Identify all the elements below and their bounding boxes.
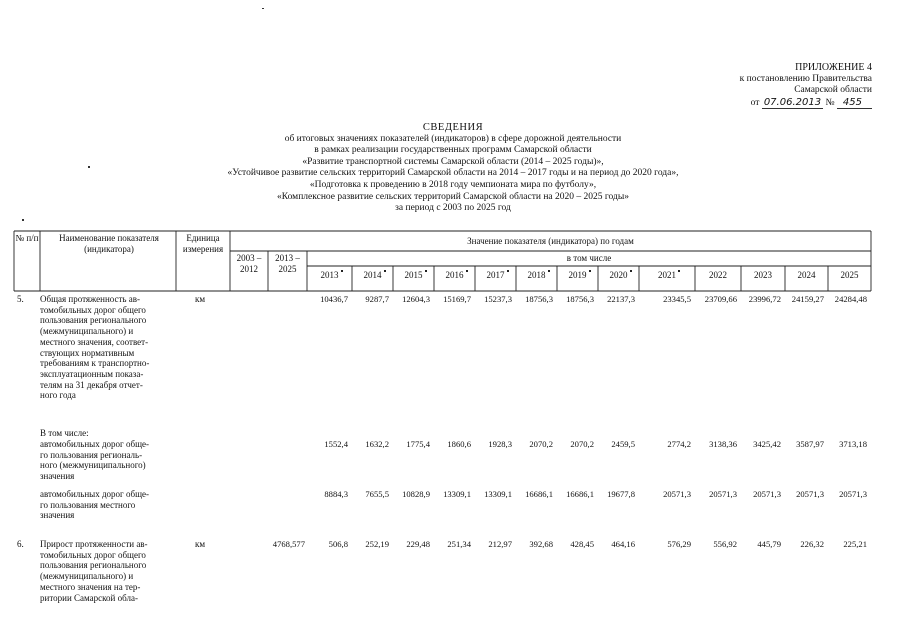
row5-value-2021: 23345,5 (663, 294, 691, 304)
row5-sub2-value-2020: 19677,8 (607, 489, 635, 499)
row5-sub2-value-2023: 20571,3 (753, 489, 781, 499)
row6-value-2024: 226,32 (800, 539, 824, 549)
year-header-2025: 2025 (840, 270, 859, 280)
text-line: Прирост протяженности ав- (40, 539, 148, 549)
row5-sub2-value-2016: 13309,1 (443, 489, 471, 499)
heading-title: СВЕДЕНИЯ (422, 122, 484, 133)
row6-value-2025: 225,21 (843, 539, 867, 549)
heading-line: «Развитие транспортной системы Самарской области (2014 – 2025 годы)», (302, 156, 604, 167)
row5-sub2-value-2014: 7655,5 (365, 489, 389, 499)
year-header-2016: 2016 (445, 270, 464, 280)
row5-value-2019: 18756,3 (566, 294, 594, 304)
row6-value-2013: 506,8 (328, 539, 348, 549)
row6-value-2014: 252,19 (365, 539, 389, 549)
row5-sub1-value-2014: 1632,2 (365, 439, 389, 449)
heading-line: «Подготовка к проведению в 2018 году чемпионата мира по футболу», (309, 179, 597, 190)
row6-total-2013-2025: 4768,577 (272, 539, 305, 549)
col-header-range-2003-2012: 2003 – 2012 (236, 253, 262, 274)
row6-value-2023: 445,79 (757, 539, 781, 549)
text-line: эксплуатационным показа- (40, 368, 144, 379)
row5-sub2-value-2013: 8884,3 (324, 489, 348, 499)
row5-sub2-value-2018: 16686,1 (525, 489, 553, 499)
heading-line: «Устойчивое развитие сельских территорий Самарской области на 2014 – 2017 годы и на период до 2020 года», (227, 168, 679, 179)
footnote-mark (589, 270, 591, 272)
row5-value-2024: 24159,27 (791, 294, 824, 304)
footnote-mark (466, 270, 468, 272)
col-header-name: Наименование показателя (индикатора) (59, 233, 159, 254)
row5-sub2-value-2019: 16686,1 (566, 489, 594, 499)
row5-sub1-value-2022: 3138,36 (709, 439, 737, 449)
heading-line: об итоговых значениях показателей (индикаторов) в сфере дорожной деятельности (284, 133, 622, 144)
row5-sub2-value-2017: 13309,1 (484, 489, 512, 499)
row5-sub1-value-2025: 3713,18 (839, 439, 867, 449)
footnote-mark (630, 270, 632, 272)
appendix-line2: Самарской области (794, 85, 872, 95)
footnote-mark (425, 270, 427, 272)
row6-indicator-name (40, 539, 175, 603)
col-header-unit: Единица измерения (182, 233, 224, 254)
row6-value-2022: 556,92 (713, 539, 737, 549)
year-header-2024: 2024 (797, 270, 816, 280)
col-header-range-2013-2025: 2013 – 2025 (275, 253, 300, 274)
number-prefix: № (825, 97, 835, 108)
row6-value-2021: 576,29 (667, 539, 691, 549)
text-line: значения (40, 471, 75, 482)
row6-value-2017: 212,97 (488, 539, 512, 549)
text-line: пользования регионального (40, 560, 147, 571)
text-line: томобильных дорог общего (40, 304, 146, 315)
row5-indicator-name (40, 294, 175, 401)
year-header-2019: 2019 (568, 270, 587, 280)
text-line: автомобильных дорог обще- (40, 489, 149, 499)
row5-value-2014: 9287,7 (365, 294, 389, 304)
text-line: го пользования местного (40, 499, 136, 510)
text-line: Общая протяженность ав- (40, 294, 141, 304)
text-line: томобильных дорог общего (40, 549, 146, 560)
heading-line: «Комплексное развитие сельских территорий Самарской области на 2020 – 2025 годы» (277, 191, 629, 202)
row6-unit: км (195, 539, 206, 549)
row5-incl-label: В том числе: (40, 428, 89, 438)
text-line: (межмуниципального) и (40, 571, 134, 582)
row6-value-2018: 392,68 (529, 539, 553, 549)
row6-value-2016: 251,34 (447, 539, 471, 549)
text-line: ного (межмуниципального) (40, 460, 146, 471)
row5-sub1-name (40, 439, 175, 482)
date-value: 07.06.2013 (763, 96, 822, 108)
year-header-2013: 2013 (320, 270, 339, 280)
text-line: ного года (40, 390, 76, 401)
row5-sub1-value-2016: 1860,6 (447, 439, 471, 449)
footnote-mark (341, 270, 343, 272)
number-value: 455 (837, 97, 872, 109)
row5-value-2013: 10436,7 (320, 294, 348, 304)
row5-sub1-value-2021: 2774,2 (667, 439, 691, 449)
row6-value-2020: 464,16 (611, 539, 635, 549)
row5-sub1-value-2017: 1928,3 (488, 439, 512, 449)
row5-value-2020: 22137,3 (607, 294, 635, 304)
year-header-2015: 2015 (404, 270, 423, 280)
text-line: ритории Самарской обла- (40, 592, 138, 603)
footnote-mark (507, 270, 509, 272)
text-line: местного значения на тер- (40, 581, 141, 592)
text-line: местного значения, соответ- (40, 336, 149, 347)
footnote-mark (384, 270, 386, 272)
text-line: го пользования региональ- (40, 449, 143, 460)
row5-sub1-value-2024: 3587,97 (796, 439, 824, 449)
text-line: пользования регионального (40, 315, 147, 326)
year-header-2018: 2018 (527, 270, 546, 280)
row5-sub1-value-2019: 2070,2 (570, 439, 594, 449)
text-line: требованиям к транспортно- (40, 358, 150, 369)
text-line: ствующих нормативным (40, 347, 135, 358)
row5-value-2017: 15237,3 (484, 294, 512, 304)
row5-value-2015: 12604,3 (402, 294, 430, 304)
row5-sub1-value-2023: 3425,42 (753, 439, 781, 449)
row5-sub2-name (40, 489, 175, 521)
col-header-values: Значение показателя (индикатора) по годам (467, 236, 634, 246)
text-line: телям на 31 декабря отчет- (40, 379, 143, 390)
row5-sub1-value-2015: 1775,4 (406, 439, 430, 449)
row5-sub1-value-2020: 2459,5 (611, 439, 635, 449)
heading-line: за период с 2003 по 2025 год (395, 203, 511, 214)
row5-value-2018: 18756,3 (525, 294, 553, 304)
footnote-mark (548, 270, 550, 272)
row5-unit: км (195, 294, 206, 304)
col-header-incl: в том числе (566, 253, 612, 263)
appendix-line1: к постановлению Правительства (739, 73, 872, 84)
row5-value-2025: 24284,48 (834, 294, 867, 304)
col-header-no: № п/п (15, 233, 39, 243)
row6-value-2015: 229,48 (406, 539, 430, 549)
date-prefix: от (750, 97, 760, 108)
text-line: значения (40, 510, 75, 521)
footnote-mark (678, 270, 680, 272)
row5-sub2-value-2025: 20571,3 (839, 489, 867, 499)
heading-line: в рамках реализации государственных программ Самарской области (314, 145, 592, 156)
row5-value-2023: 23996,72 (748, 294, 781, 304)
appendix-title: ПРИЛОЖЕНИЕ 4 (795, 62, 872, 73)
year-header-2020: 2020 (609, 270, 628, 280)
row5-sub2-value-2024: 20571,3 (796, 489, 824, 499)
year-header-2014: 2014 (363, 270, 382, 280)
row5-value-2016: 15169,7 (443, 294, 471, 304)
year-header-2023: 2023 (754, 270, 772, 280)
row6-number: 6. (17, 539, 24, 549)
row5-sub1-value-2013: 1552,4 (324, 439, 348, 449)
row5-sub2-value-2015: 10828,9 (402, 489, 430, 499)
text-line: автомобильных дорог обще- (40, 439, 149, 449)
year-header-2017: 2017 (486, 270, 505, 280)
year-header-2022: 2022 (709, 270, 727, 280)
row5-sub2-value-2021: 20571,3 (663, 489, 691, 499)
row6-value-2019: 428,45 (570, 539, 594, 549)
row5-sub2-value-2022: 20571,3 (709, 489, 737, 499)
row5-value-2022: 23709,66 (704, 294, 737, 304)
row5-number: 5. (17, 294, 24, 304)
row5-sub1-value-2018: 2070,2 (529, 439, 553, 449)
year-header-2021: 2021 (658, 270, 676, 280)
text-line: (межмуниципального) и (40, 326, 134, 337)
